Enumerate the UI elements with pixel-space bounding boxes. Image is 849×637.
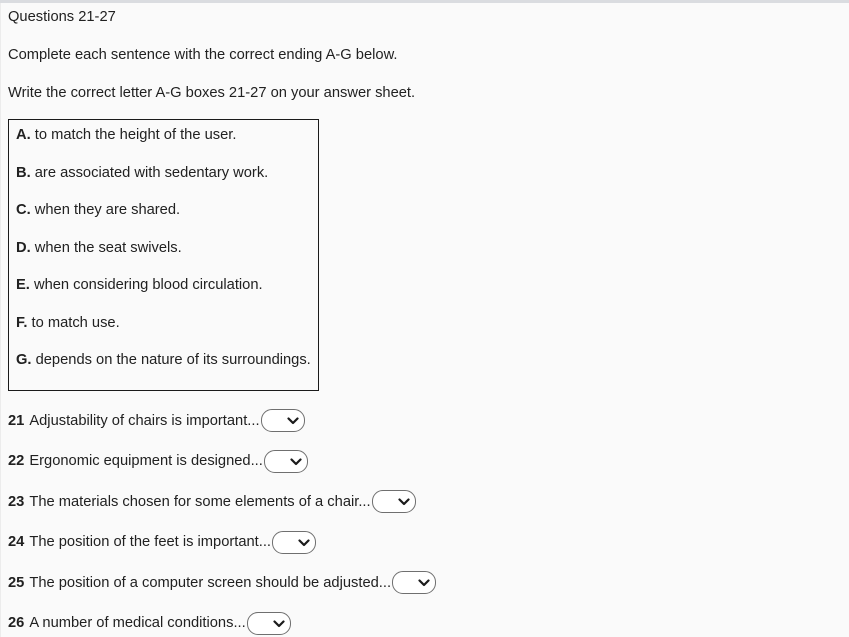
question-number: 21 bbox=[8, 412, 25, 429]
answer-select-23[interactable] bbox=[372, 490, 416, 513]
answer-select-25[interactable] bbox=[392, 571, 436, 594]
questions-list bbox=[8, 409, 841, 635]
question-text: A number of medical conditions... bbox=[29, 615, 246, 631]
option-text: when they are shared. bbox=[30, 202, 181, 218]
option-letter: B. bbox=[16, 164, 31, 181]
question-row bbox=[8, 531, 841, 554]
answer-select-21-control[interactable] bbox=[261, 409, 305, 432]
question-number: 25 bbox=[8, 574, 25, 591]
option-letter: C. bbox=[16, 202, 31, 218]
question-number: 23 bbox=[8, 493, 25, 510]
question-row bbox=[8, 612, 841, 635]
option-item bbox=[16, 316, 311, 331]
option-item bbox=[16, 166, 311, 181]
answer-select-21[interactable] bbox=[261, 409, 305, 432]
answer-select-24-control[interactable] bbox=[272, 531, 316, 554]
question-text: Adjustability of chairs is important... bbox=[29, 412, 260, 429]
section-title: Questions 21-27 bbox=[8, 9, 116, 25]
questions-panel bbox=[0, 3, 849, 637]
question-number: 24 bbox=[8, 534, 25, 550]
question-row bbox=[8, 490, 841, 513]
option-text: when the seat swivels. bbox=[30, 239, 182, 256]
instruction-line-1: Complete each sentence with the correct ending A-G below. bbox=[8, 47, 398, 63]
answer-select-26[interactable] bbox=[247, 612, 291, 635]
answer-select-25-control[interactable] bbox=[392, 571, 436, 594]
question-row bbox=[8, 571, 841, 594]
instruction-line-2: Write the correct letter A-G boxes 21-27 on your answer sheet. bbox=[8, 85, 416, 101]
question-text: The position of the feet is important... bbox=[29, 534, 271, 550]
answer-select-22[interactable] bbox=[264, 450, 308, 473]
option-item bbox=[16, 353, 311, 368]
question-number: 22 bbox=[8, 453, 25, 469]
answer-select-26-control[interactable] bbox=[247, 612, 291, 635]
option-item bbox=[16, 203, 311, 218]
question-text: Ergonomic equipment is designed... bbox=[29, 453, 263, 469]
option-item bbox=[16, 128, 311, 143]
question-number: 26 bbox=[8, 615, 25, 631]
option-text: are associated with sedentary work. bbox=[30, 164, 269, 181]
answer-select-24[interactable] bbox=[272, 531, 316, 554]
options-box bbox=[8, 119, 319, 391]
option-letter: A. bbox=[16, 127, 31, 143]
question-text: The materials chosen for some elements of a chair... bbox=[29, 493, 371, 510]
option-letter: D. bbox=[16, 239, 31, 256]
option-letter: E. bbox=[16, 277, 30, 293]
option-letter: G. bbox=[16, 352, 32, 368]
question-row bbox=[8, 450, 841, 473]
option-text: when considering blood circulation. bbox=[29, 277, 263, 293]
answer-select-22-control[interactable] bbox=[264, 450, 308, 473]
option-item bbox=[16, 241, 311, 256]
question-row bbox=[8, 409, 841, 432]
option-text: depends on the nature of its surroundings. bbox=[31, 352, 311, 368]
option-item bbox=[16, 278, 311, 293]
question-text: The position of a computer screen should be adjusted... bbox=[29, 574, 392, 591]
option-text: to match the height of the user. bbox=[30, 127, 237, 143]
option-letter: F. bbox=[16, 314, 28, 331]
option-text: to match use. bbox=[27, 314, 120, 331]
answer-select-23-control[interactable] bbox=[372, 490, 416, 513]
